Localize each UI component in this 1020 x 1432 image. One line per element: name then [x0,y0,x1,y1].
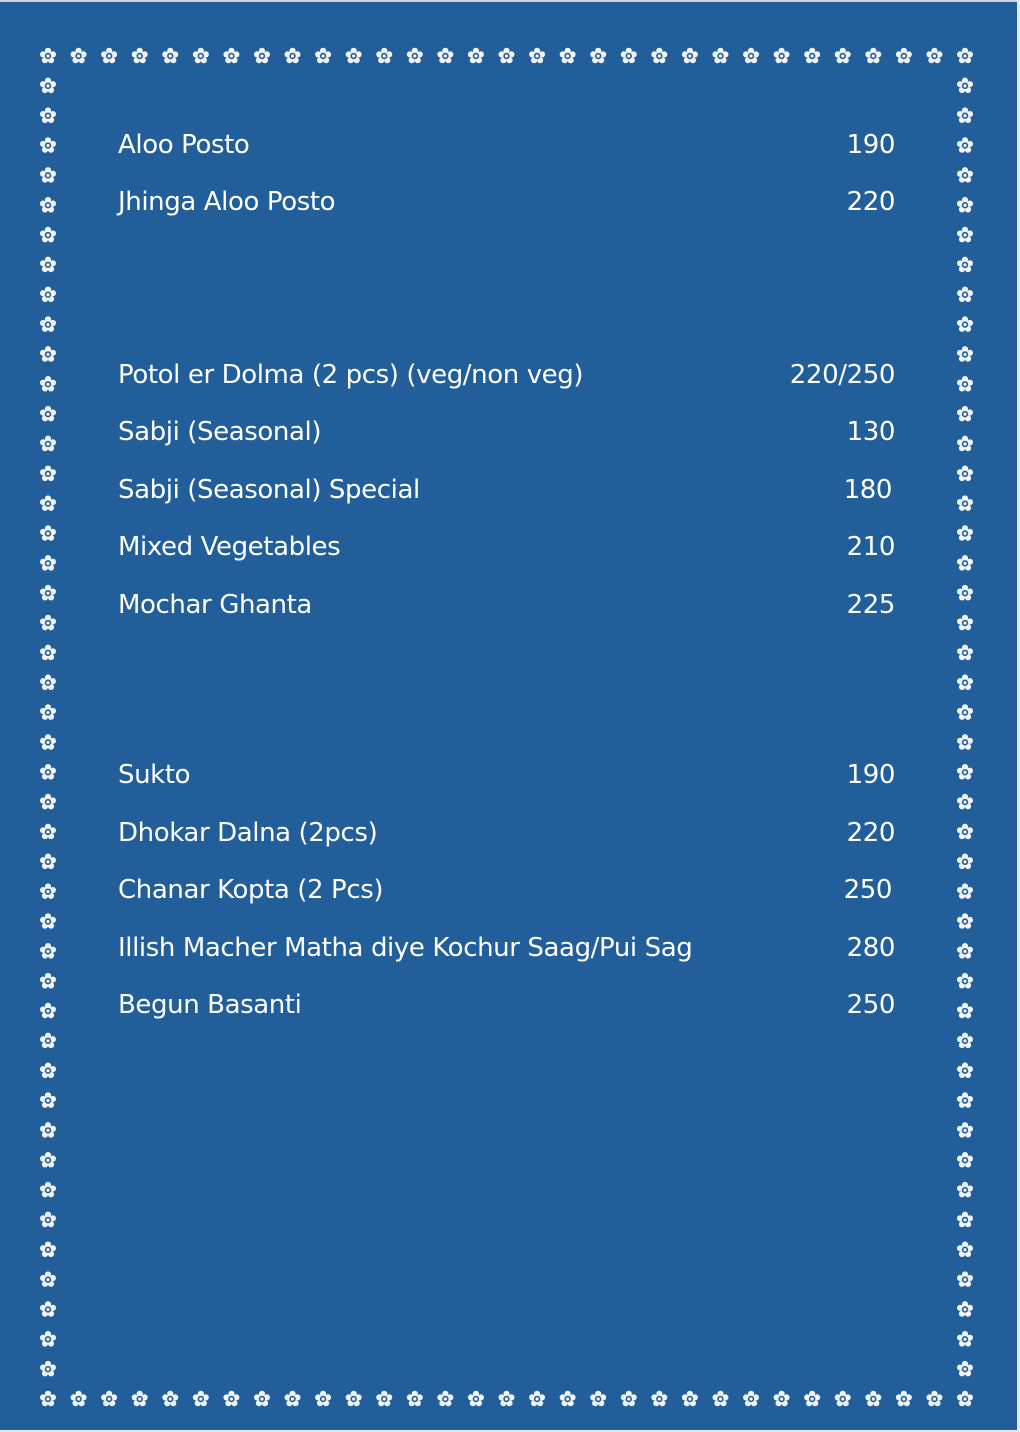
rosette-ornament [926,1391,942,1407]
item-price: 220 [846,818,895,848]
rosette-ornament [957,794,973,810]
rosette-ornament [590,1391,606,1407]
rosette-ornament [957,1301,973,1317]
rosette-ornament [40,466,56,482]
item-name: Mochar Ghanta [118,590,312,620]
rosette-ornament [957,973,973,989]
rosette-ornament [926,48,942,64]
item-name: Chanar Kopta (2 Pcs) [118,875,384,905]
rosette-ornament [957,555,973,571]
rosette-ornament [40,525,56,541]
rosette-ornament [560,1391,576,1407]
rosette-ornament [957,436,973,452]
rosette-ornament [40,674,56,690]
rosette-ornament [468,48,484,64]
rosette-ornament [957,197,973,213]
rosette-ornament [346,48,362,64]
rosette-ornament [957,1271,973,1287]
rosette-ornament [40,406,56,422]
rosette-ornament [712,1391,728,1407]
rosette-ornament [957,286,973,302]
item-price: 210 [846,532,895,562]
rosette-ornament [40,1033,56,1049]
rosette-ornament [40,1241,56,1257]
rosette-ornament [957,1062,973,1078]
rosette-ornament [40,346,56,362]
menu-item [118,875,895,915]
rosette-ornament [132,1391,148,1407]
rosette-ornament [40,257,56,273]
rosette-ornament [193,1391,209,1407]
rosette-ornament [162,48,178,64]
rosette-ornament [101,48,117,64]
rosette-ornament [40,107,56,123]
rosette-ornament [162,1391,178,1407]
item-name: Sabji (Seasonal) Special [118,475,420,505]
rosette-ornament [40,1092,56,1108]
rosette-ornament [957,943,973,959]
rosette-ornament [40,137,56,153]
rosette-ornament [40,286,56,302]
item-price: 250 [843,875,892,905]
rosette-ornament [40,1003,56,1019]
rosette-ornament [315,48,331,64]
rosette-ornament [957,883,973,899]
item-price: 220/250 [789,360,895,390]
rosette-ornament [40,1271,56,1287]
rosette-ornament [529,48,545,64]
rosette-ornament [621,1391,637,1407]
rosette-ornament [957,1391,973,1407]
rosette-ornament [896,1391,912,1407]
rosette-ornament [40,436,56,452]
rosette-ornament [40,913,56,929]
rosette-ornament [560,48,576,64]
rosette-ornament [957,734,973,750]
item-price: 225 [846,590,895,620]
item-price: 190 [846,760,895,790]
rosette-ornament [957,1212,973,1228]
menu-item [118,130,895,170]
rosette-ornament [957,824,973,840]
rosette-ornament [621,48,637,64]
item-name: Potol er Dolma (2 pcs) (veg/non veg) [118,360,584,390]
rosette-ornament [40,1331,56,1347]
rosette-ornament [40,78,56,94]
rosette-ornament [957,1122,973,1138]
rosette-ornament [712,48,728,64]
item-price: 130 [846,417,895,447]
rosette-ornament [499,1391,515,1407]
item-price: 250 [846,990,895,1020]
rosette-ornament [957,48,973,64]
rosette-ornament [40,764,56,780]
item-name: Aloo Posto [118,130,250,160]
rosette-ornament [896,48,912,64]
rosette-ornament [957,346,973,362]
rosette-ornament [957,1182,973,1198]
rosette-ornament [957,1033,973,1049]
rosette-ornament [40,48,56,64]
rosette-ornament [774,1391,790,1407]
rosette-ornament [40,227,56,243]
rosette-ornament [957,316,973,332]
rosette-ornament [957,615,973,631]
rosette-ornament [743,1391,759,1407]
rosette-ornament [40,495,56,511]
menu-item [118,187,895,227]
rosette-ornament [71,1391,87,1407]
rosette-ornament [40,1391,56,1407]
rosette-ornament [40,197,56,213]
rosette-ornament [743,48,759,64]
rosette-ornament [40,1122,56,1138]
rosette-ornament [40,167,56,183]
item-name: Sabji (Seasonal) [118,417,322,447]
rosette-ornament [774,48,790,64]
rosette-ornament [254,1391,270,1407]
rosette-ornament [865,48,881,64]
rosette-ornament [40,615,56,631]
item-price: 190 [846,130,895,160]
rosette-ornament [376,1391,392,1407]
rosette-ornament [40,376,56,392]
rosette-ornament [957,674,973,690]
rosette-ornament [407,48,423,64]
rosette-ornament [835,48,851,64]
rosette-ornament [957,167,973,183]
rosette-ornament [40,854,56,870]
rosette-ornament [957,406,973,422]
rosette-ornament [285,48,301,64]
rosette-ornament [132,48,148,64]
rosette-ornament [40,794,56,810]
rosette-ornament [40,973,56,989]
rosette-ornament [529,1391,545,1407]
rosette-ornament [437,1391,453,1407]
menu-item [118,590,895,630]
rosette-ornament [40,1301,56,1317]
rosette-ornament [40,1062,56,1078]
rosette-ornament [804,1391,820,1407]
menu-item [118,475,895,515]
rosette-ornament [590,48,606,64]
item-price: 280 [846,933,895,963]
rosette-ornament [376,48,392,64]
rosette-ornament [40,943,56,959]
rosette-ornament [957,376,973,392]
rosette-ornament [40,1152,56,1168]
rosette-ornament [40,734,56,750]
rosette-ornament [40,883,56,899]
rosette-ornament [315,1391,331,1407]
rosette-ornament [957,1152,973,1168]
rosette-ornament [346,1391,362,1407]
rosette-ornament [40,316,56,332]
rosette-ornament [285,1391,301,1407]
rosette-ornament [957,1331,973,1347]
rosette-ornament [71,48,87,64]
rosette-ornament [957,1092,973,1108]
rosette-ornament [40,585,56,601]
item-name: Dhokar Dalna (2pcs) [118,818,378,848]
menu-item [118,990,895,1030]
item-price: 220 [846,187,895,217]
rosette-ornament [101,1391,117,1407]
rosette-ornament [957,913,973,929]
rosette-ornament [223,48,239,64]
rosette-ornament [957,764,973,780]
rosette-ornament [40,1361,56,1377]
rosette-ornament [193,48,209,64]
rosette-ornament [40,824,56,840]
item-name: Begun Basanti [118,990,302,1020]
rosette-ornament [40,704,56,720]
rosette-ornament [957,137,973,153]
rosette-ornament [651,48,667,64]
rosette-ornament [957,525,973,541]
rosette-ornament [957,466,973,482]
item-name: Jhinga Aloo Posto [118,187,336,217]
rosette-ornament [468,1391,484,1407]
rosette-ornament [40,1182,56,1198]
menu-item [118,933,895,973]
rosette-ornament [682,1391,698,1407]
rosette-ornament [957,1241,973,1257]
rosette-ornament [407,1391,423,1407]
menu-item [118,760,895,800]
rosette-ornament [957,1361,973,1377]
rosette-ornament [254,48,270,64]
rosette-ornament [682,48,698,64]
rosette-ornament [804,48,820,64]
rosette-ornament [957,645,973,661]
rosette-ornament [957,495,973,511]
rosette-ornament [651,1391,667,1407]
rosette-ornament [40,555,56,571]
item-name: Mixed Vegetables [118,532,341,562]
rosette-ornament [957,854,973,870]
rosette-ornament [437,48,453,64]
rosette-ornament [957,257,973,273]
item-price: 180 [843,475,892,505]
item-name: Illish Macher Matha diye Kochur Saag/Pui Sag [118,933,693,963]
rosette-ornament [957,585,973,601]
rosette-border-group [40,48,973,1407]
rosette-ornament [40,645,56,661]
rosette-ornament [957,107,973,123]
menu-item [118,532,895,572]
rosette-ornament [957,1003,973,1019]
rosette-ornament [957,227,973,243]
rosette-ornament [223,1391,239,1407]
rosette-ornament [865,1391,881,1407]
menu-item [118,360,895,400]
menu-item [118,818,895,858]
rosette-ornament [957,78,973,94]
menu-item [118,417,895,457]
rosette-ornament [957,704,973,720]
rosette-ornament [835,1391,851,1407]
rosette-ornament [499,48,515,64]
rosette-ornament [40,1212,56,1228]
item-name: Sukto [118,760,191,790]
